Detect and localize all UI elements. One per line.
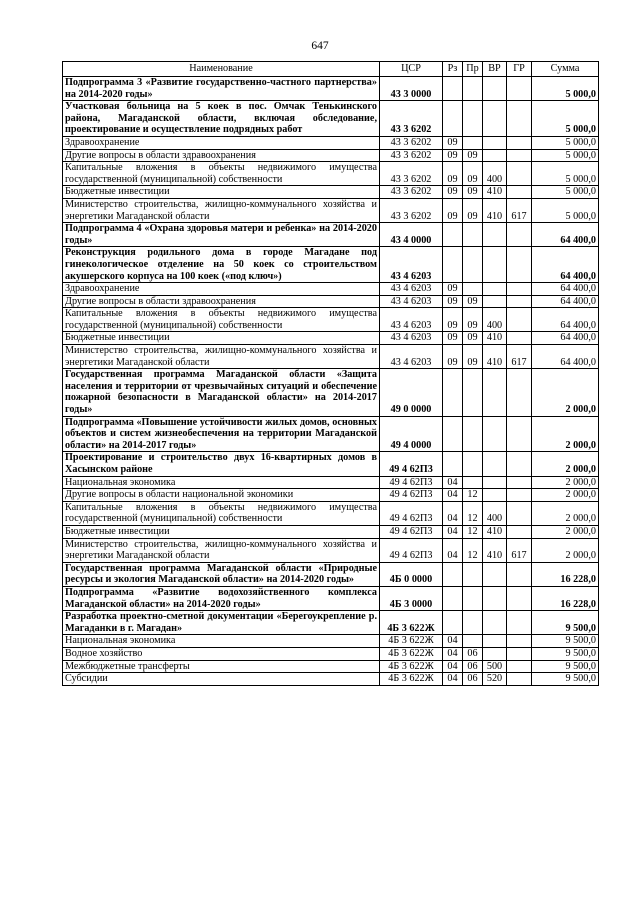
cell-sum: 64 400,0 xyxy=(532,295,599,308)
cell-csr: 4Б 0 0000 xyxy=(380,562,443,586)
table-row xyxy=(63,660,599,673)
cell-name: Здравоохранение xyxy=(63,136,380,149)
cell-sum: 5 000,0 xyxy=(532,162,599,186)
cell-gr: 617 xyxy=(507,198,532,222)
cell-vr xyxy=(483,452,507,476)
cell-name: Водное хозяйство xyxy=(63,647,380,660)
cell-name: Министерство строительства, жилищно-коммунального хозяйства и энергетики Магаданской области xyxy=(63,345,380,369)
cell-name: Здравоохранение xyxy=(63,283,380,296)
cell-vr: 410 xyxy=(483,538,507,562)
table-row xyxy=(63,345,599,369)
cell-rz xyxy=(443,77,463,101)
cell-pr: 09 xyxy=(463,308,483,332)
header-gr: ГР xyxy=(507,62,532,77)
cell-vr: 410 xyxy=(483,332,507,345)
cell-sum: 2 000,0 xyxy=(532,525,599,538)
cell-sum: 64 400,0 xyxy=(532,247,599,283)
cell-csr: 43 3 6202 xyxy=(380,186,443,199)
cell-gr xyxy=(507,332,532,345)
cell-vr xyxy=(483,611,507,635)
cell-pr xyxy=(463,223,483,247)
cell-pr xyxy=(463,476,483,489)
table-row xyxy=(63,673,599,686)
cell-rz: 09 xyxy=(443,186,463,199)
cell-name: Другие вопросы в области национальной экономики xyxy=(63,489,380,502)
cell-rz: 04 xyxy=(443,501,463,525)
cell-gr xyxy=(507,476,532,489)
cell-pr xyxy=(463,416,483,452)
cell-rz xyxy=(443,452,463,476)
cell-vr: 410 xyxy=(483,525,507,538)
cell-rz: 09 xyxy=(443,136,463,149)
table-row xyxy=(63,635,599,648)
cell-name: Бюджетные инвестиции xyxy=(63,525,380,538)
cell-name: Субсидии xyxy=(63,673,380,686)
cell-name: Государственная программа Магаданской области «Природные ресурсы и экология Магаданской области» на 2014-2020 годы» xyxy=(63,562,380,586)
table-row xyxy=(63,586,599,610)
table-row xyxy=(63,283,599,296)
cell-rz xyxy=(443,611,463,635)
cell-sum: 5 000,0 xyxy=(532,101,599,137)
cell-pr xyxy=(463,452,483,476)
budget-table xyxy=(62,61,599,686)
header-sum: Сумма xyxy=(532,62,599,77)
header-name: Наименование xyxy=(63,62,380,77)
cell-sum: 5 000,0 xyxy=(532,149,599,162)
cell-gr xyxy=(507,308,532,332)
cell-name: Другие вопросы в области здравоохранения xyxy=(63,149,380,162)
cell-sum: 2 000,0 xyxy=(532,501,599,525)
table-row xyxy=(63,223,599,247)
cell-csr: 49 4 62П3 xyxy=(380,476,443,489)
cell-rz xyxy=(443,416,463,452)
cell-name: Капитальные вложения в объекты недвижимого имущества государственной (муниципальной) собственности xyxy=(63,308,380,332)
cell-rz: 04 xyxy=(443,673,463,686)
cell-gr xyxy=(507,283,532,296)
cell-csr: 49 4 62П3 xyxy=(380,525,443,538)
cell-csr: 49 4 62П3 xyxy=(380,501,443,525)
cell-vr xyxy=(483,149,507,162)
cell-gr xyxy=(507,673,532,686)
table-row xyxy=(63,489,599,502)
table-row xyxy=(63,369,599,416)
header-vr: ВР xyxy=(483,62,507,77)
cell-rz: 09 xyxy=(443,198,463,222)
cell-pr xyxy=(463,635,483,648)
cell-csr: 43 3 6202 xyxy=(380,101,443,137)
table-row xyxy=(63,149,599,162)
cell-pr xyxy=(463,369,483,416)
cell-vr xyxy=(483,283,507,296)
cell-gr: 617 xyxy=(507,538,532,562)
cell-pr xyxy=(463,136,483,149)
cell-rz xyxy=(443,369,463,416)
cell-vr: 410 xyxy=(483,345,507,369)
cell-sum: 9 500,0 xyxy=(532,611,599,635)
cell-pr: 12 xyxy=(463,525,483,538)
cell-rz: 09 xyxy=(443,308,463,332)
cell-pr xyxy=(463,562,483,586)
cell-name: Государственная программа Магаданской области «Защита населения и территории от чрезвычайных ситуаций и обеспечение пожарной безопасности в Магаданской области» на 2014-2017 годы» xyxy=(63,369,380,416)
cell-gr xyxy=(507,295,532,308)
cell-gr: 617 xyxy=(507,345,532,369)
cell-sum: 9 500,0 xyxy=(532,673,599,686)
cell-pr: 09 xyxy=(463,149,483,162)
cell-sum: 9 500,0 xyxy=(532,635,599,648)
cell-vr: 410 xyxy=(483,186,507,199)
cell-rz: 09 xyxy=(443,162,463,186)
cell-name: Национальная экономика xyxy=(63,635,380,648)
cell-csr: 49 0 0000 xyxy=(380,369,443,416)
cell-name: Министерство строительства, жилищно-коммунального хозяйства и энергетики Магаданской области xyxy=(63,538,380,562)
cell-sum: 64 400,0 xyxy=(532,283,599,296)
cell-pr xyxy=(463,283,483,296)
cell-csr: 43 4 6203 xyxy=(380,283,443,296)
table-row xyxy=(63,198,599,222)
table-row xyxy=(63,501,599,525)
table-row xyxy=(63,611,599,635)
cell-sum: 16 228,0 xyxy=(532,562,599,586)
cell-gr xyxy=(507,101,532,137)
cell-rz: 04 xyxy=(443,489,463,502)
cell-csr: 43 4 0000 xyxy=(380,223,443,247)
cell-name: Бюджетные инвестиции xyxy=(63,332,380,345)
page-number: 647 xyxy=(311,40,329,52)
cell-gr xyxy=(507,247,532,283)
cell-csr: 43 4 6203 xyxy=(380,332,443,345)
cell-name: Подпрограмма «Развитие водохозяйственного комплекса Магаданской области» на 2014-2020 годы» xyxy=(63,586,380,610)
cell-sum: 2 000,0 xyxy=(532,452,599,476)
cell-gr xyxy=(507,136,532,149)
cell-name: Капитальные вложения в объекты недвижимого имущества государственной (муниципальной) собственности xyxy=(63,162,380,186)
cell-gr xyxy=(507,149,532,162)
table-row xyxy=(63,476,599,489)
cell-name: Бюджетные инвестиции xyxy=(63,186,380,199)
cell-pr: 06 xyxy=(463,660,483,673)
cell-vr: 500 xyxy=(483,660,507,673)
cell-rz: 04 xyxy=(443,647,463,660)
cell-gr xyxy=(507,501,532,525)
table-row xyxy=(63,416,599,452)
cell-rz: 04 xyxy=(443,476,463,489)
cell-vr xyxy=(483,586,507,610)
cell-rz: 09 xyxy=(443,283,463,296)
cell-csr: 49 4 0000 xyxy=(380,416,443,452)
cell-pr: 06 xyxy=(463,647,483,660)
cell-gr xyxy=(507,647,532,660)
cell-csr: 49 4 62П3 xyxy=(380,452,443,476)
cell-pr xyxy=(463,77,483,101)
cell-rz: 04 xyxy=(443,660,463,673)
cell-sum: 9 500,0 xyxy=(532,660,599,673)
table-row xyxy=(63,647,599,660)
table-row xyxy=(63,186,599,199)
cell-csr: 43 3 6202 xyxy=(380,162,443,186)
cell-gr xyxy=(507,562,532,586)
cell-gr xyxy=(507,186,532,199)
cell-vr xyxy=(483,647,507,660)
cell-csr: 4Б 3 622Ж xyxy=(380,635,443,648)
cell-sum: 2 000,0 xyxy=(532,369,599,416)
cell-csr: 49 4 62П3 xyxy=(380,538,443,562)
cell-gr xyxy=(507,416,532,452)
header-pr: Пр xyxy=(463,62,483,77)
cell-csr: 43 3 0000 xyxy=(380,77,443,101)
cell-rz xyxy=(443,562,463,586)
cell-sum: 64 400,0 xyxy=(532,308,599,332)
table-row xyxy=(63,332,599,345)
cell-csr: 4Б 3 622Ж xyxy=(380,611,443,635)
cell-csr: 43 4 6203 xyxy=(380,345,443,369)
cell-name: Капитальные вложения в объекты недвижимого имущества государственной (муниципальной) собственности xyxy=(63,501,380,525)
cell-sum: 2 000,0 xyxy=(532,476,599,489)
cell-pr xyxy=(463,101,483,137)
cell-name: Подпрограмма «Повышение устойчивости жилых домов, основных объектов и систем жизнеобеспечения на территории Магаданской области» на 2014-2017 годы» xyxy=(63,416,380,452)
cell-gr xyxy=(507,586,532,610)
cell-csr: 43 4 6203 xyxy=(380,247,443,283)
cell-sum: 5 000,0 xyxy=(532,198,599,222)
cell-pr: 09 xyxy=(463,345,483,369)
table-row xyxy=(63,525,599,538)
cell-rz: 09 xyxy=(443,332,463,345)
cell-sum: 2 000,0 xyxy=(532,538,599,562)
cell-gr xyxy=(507,611,532,635)
cell-vr xyxy=(483,635,507,648)
cell-csr: 4Б 3 0000 xyxy=(380,586,443,610)
cell-pr xyxy=(463,611,483,635)
cell-sum: 5 000,0 xyxy=(532,136,599,149)
cell-name: Разработка проектно-сметной документации «Берегоукрепление р. Магаданки в г. Магадан» xyxy=(63,611,380,635)
table-header-row xyxy=(63,62,599,77)
cell-vr: 520 xyxy=(483,673,507,686)
cell-vr xyxy=(483,369,507,416)
cell-vr xyxy=(483,416,507,452)
cell-pr: 09 xyxy=(463,295,483,308)
cell-csr: 4Б 3 622Ж xyxy=(380,647,443,660)
cell-pr: 09 xyxy=(463,186,483,199)
cell-rz xyxy=(443,223,463,247)
cell-vr xyxy=(483,295,507,308)
cell-rz: 09 xyxy=(443,345,463,369)
cell-sum: 2 000,0 xyxy=(532,489,599,502)
cell-pr: 12 xyxy=(463,501,483,525)
cell-sum: 5 000,0 xyxy=(532,186,599,199)
cell-pr: 09 xyxy=(463,332,483,345)
table-row xyxy=(63,136,599,149)
cell-gr xyxy=(507,525,532,538)
cell-gr xyxy=(507,635,532,648)
cell-csr: 4Б 3 622Ж xyxy=(380,660,443,673)
cell-csr: 43 3 6202 xyxy=(380,149,443,162)
table-row xyxy=(63,162,599,186)
table-row xyxy=(63,538,599,562)
cell-name: Участковая больница на 5 коек в пос. Омчак Тенькинского района, Магаданской области, включая обследование, проектирование и осуществление подрядных работ xyxy=(63,101,380,137)
cell-pr xyxy=(463,247,483,283)
table-body xyxy=(63,77,599,686)
cell-name: Проектирование и строительство двух 16-квартирных домов в Хасынском районе xyxy=(63,452,380,476)
cell-gr xyxy=(507,452,532,476)
table-row xyxy=(63,295,599,308)
cell-vr xyxy=(483,136,507,149)
cell-gr xyxy=(507,660,532,673)
table-row xyxy=(63,452,599,476)
cell-gr xyxy=(507,223,532,247)
cell-csr: 43 4 6203 xyxy=(380,308,443,332)
cell-vr xyxy=(483,77,507,101)
cell-pr xyxy=(463,586,483,610)
cell-name: Подпрограмма 4 «Охрана здоровья матери и ребенка» на 2014-2020 годы» xyxy=(63,223,380,247)
cell-rz: 04 xyxy=(443,525,463,538)
cell-vr xyxy=(483,476,507,489)
cell-pr: 12 xyxy=(463,489,483,502)
cell-name: Национальная экономика xyxy=(63,476,380,489)
cell-pr: 09 xyxy=(463,162,483,186)
cell-csr: 49 4 62П3 xyxy=(380,489,443,502)
cell-vr: 400 xyxy=(483,308,507,332)
header-rz: Рз xyxy=(443,62,463,77)
cell-csr: 43 3 6202 xyxy=(380,136,443,149)
cell-sum: 64 400,0 xyxy=(532,332,599,345)
cell-sum: 9 500,0 xyxy=(532,647,599,660)
cell-pr: 06 xyxy=(463,673,483,686)
cell-vr xyxy=(483,247,507,283)
cell-sum: 2 000,0 xyxy=(532,416,599,452)
cell-rz xyxy=(443,247,463,283)
cell-vr: 400 xyxy=(483,162,507,186)
cell-rz xyxy=(443,101,463,137)
cell-vr xyxy=(483,101,507,137)
cell-csr: 43 3 6202 xyxy=(380,198,443,222)
cell-vr xyxy=(483,562,507,586)
table-row xyxy=(63,77,599,101)
header-csr: ЦСР xyxy=(380,62,443,77)
cell-pr: 09 xyxy=(463,198,483,222)
cell-csr: 43 4 6203 xyxy=(380,295,443,308)
cell-csr: 4Б 3 622Ж xyxy=(380,673,443,686)
cell-rz: 04 xyxy=(443,538,463,562)
table-row xyxy=(63,308,599,332)
cell-rz xyxy=(443,586,463,610)
cell-sum: 16 228,0 xyxy=(532,586,599,610)
cell-pr: 12 xyxy=(463,538,483,562)
cell-vr: 400 xyxy=(483,501,507,525)
cell-vr: 410 xyxy=(483,198,507,222)
cell-gr xyxy=(507,369,532,416)
cell-name: Реконструкция родильного дома в городе Магадане под гинекологическое отделение на 50 коек со строительством акушерского корпуса на 100 коек («под ключ») xyxy=(63,247,380,283)
cell-vr xyxy=(483,223,507,247)
table-row xyxy=(63,562,599,586)
cell-sum: 64 400,0 xyxy=(532,223,599,247)
cell-gr xyxy=(507,162,532,186)
cell-rz: 04 xyxy=(443,635,463,648)
cell-rz: 09 xyxy=(443,149,463,162)
cell-sum: 5 000,0 xyxy=(532,77,599,101)
cell-rz: 09 xyxy=(443,295,463,308)
cell-vr xyxy=(483,489,507,502)
cell-name: Межбюджетные трансферты xyxy=(63,660,380,673)
cell-name: Другие вопросы в области здравоохранения xyxy=(63,295,380,308)
cell-sum: 64 400,0 xyxy=(532,345,599,369)
cell-name: Подпрограмма 3 «Развитие государственно-частного партнерства» на 2014-2020 годы» xyxy=(63,77,380,101)
cell-gr xyxy=(507,77,532,101)
cell-name: Министерство строительства, жилищно-коммунального хозяйства и энергетики Магаданской области xyxy=(63,198,380,222)
cell-gr xyxy=(507,489,532,502)
table-row xyxy=(63,101,599,137)
table-row xyxy=(63,247,599,283)
